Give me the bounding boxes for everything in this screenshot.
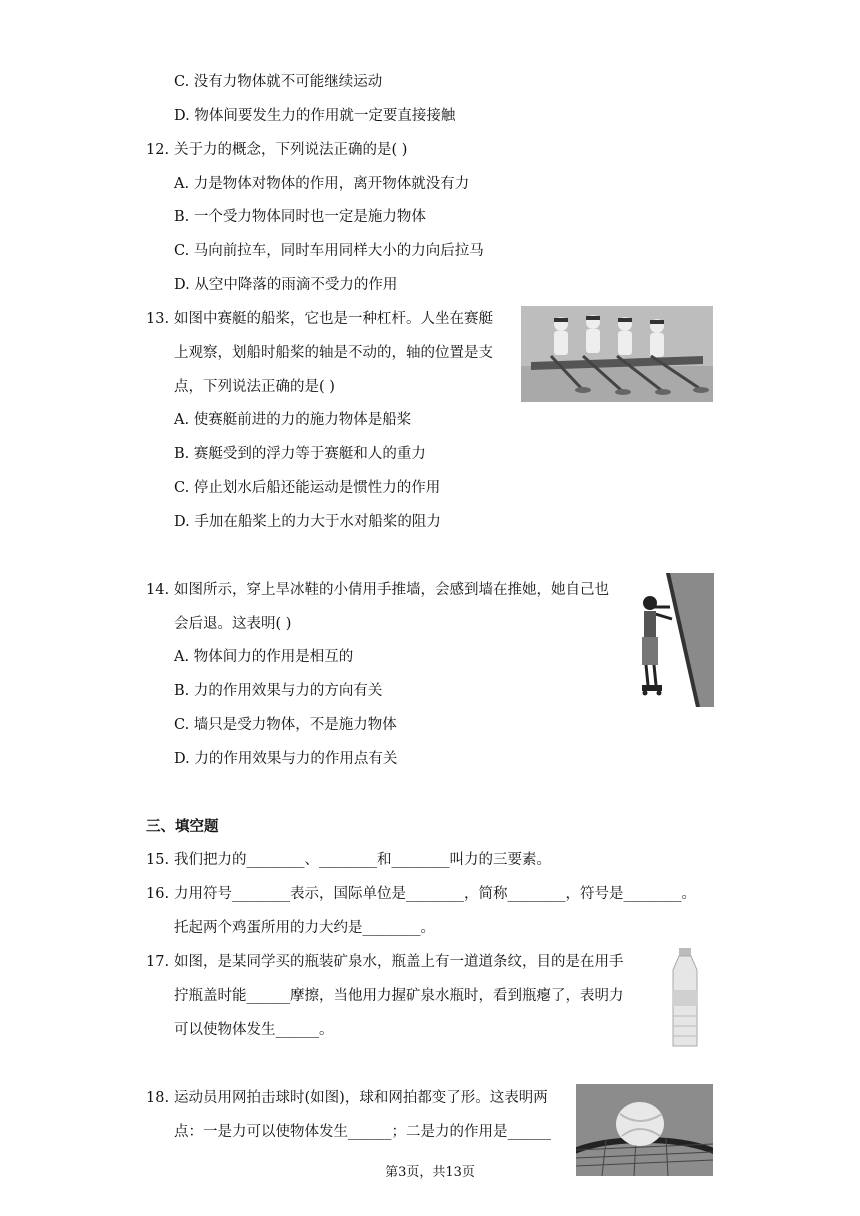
q12-number: 12. — [146, 142, 170, 158]
q18-stem-line1: 运动员用网拍击球时(如图)，球和网拍都变了形。这表明两 — [174, 1090, 548, 1106]
q13-stem-line2: 上观察，划船时船桨的轴是不动的，轴的位置是支 — [174, 345, 493, 361]
q11-option-d: D. 物体间要发生力的作用就一定要直接接触 — [174, 108, 456, 124]
q12-option-d: D. 从空中降落的雨滴不受力的作用 — [174, 277, 398, 293]
q12-stem: 关于力的概念，下列说法正确的是( ) — [174, 142, 408, 158]
q12-option-b: B. 一个受力物体同时也一定是施力物体 — [174, 209, 426, 225]
q12-option-c: C. 马向前拉车，同时车用同样大小的力向后拉马 — [174, 243, 484, 259]
q13-number: 13. — [146, 311, 170, 327]
q13-stem-line1: 如图中赛艇的船桨，它也是一种杠杆。人坐在赛艇 — [174, 311, 493, 327]
page-footer: 第3页，共13页 — [385, 1165, 475, 1180]
q14-number: 14. — [146, 582, 170, 598]
q17-stem-line1: 如图，是某同学买的瓶装矿泉水，瓶盖上有一道道条纹，目的是在用手 — [174, 954, 624, 970]
skater-pushing-wall-image — [636, 573, 714, 707]
q14-stem-line1: 如图所示，穿上旱冰鞋的小倩用手推墙，会感到墙在推她，她自己也 — [174, 582, 609, 598]
q14-stem-line2: 会后退。这表明( ) — [174, 616, 292, 632]
q14-option-c: C. 墙只是受力物体，不是施力物体 — [174, 717, 397, 733]
q13-option-d: D. 手加在船桨上的力大于水对船桨的阻力 — [174, 514, 441, 530]
q14-option-d: D. 力的作用效果与力的作用点有关 — [174, 751, 398, 767]
q13-option-b: B. 赛艇受到的浮力等于赛艇和人的重力 — [174, 446, 426, 462]
rowing-boat-image — [521, 306, 713, 402]
q14-option-b: B. 力的作用效果与力的方向有关 — [174, 683, 383, 699]
q16-number: 16. — [146, 886, 170, 902]
q15-number: 15. — [146, 852, 170, 868]
q18-number: 18. — [146, 1090, 170, 1106]
q16-stem-line1: 力用符号________表示，国际单位是________，简称________，符号是________。 — [174, 886, 696, 902]
water-bottle-image — [657, 946, 713, 1052]
q11-option-c: C. 没有力物体就不可能继续运动 — [174, 74, 383, 90]
q12-option-a: A. 力是物体对物体的作用，离开物体就没有力 — [174, 176, 470, 192]
q17-number: 17. — [146, 954, 170, 970]
q17-stem-line3: 可以使物体发生______。 — [174, 1022, 334, 1038]
section-heading: 三、填空题 — [146, 818, 219, 835]
q15-stem: 我们把力的________、________和________叫力的三要素。 — [174, 852, 551, 868]
q17-stem-line2: 拧瓶盖时能______摩擦，当他用力握矿泉水瓶时，看到瓶瘪了，表明力 — [174, 988, 624, 1004]
q13-stem-line3: 点，下列说法正确的是( ) — [174, 379, 335, 395]
q16-stem-line2: 托起两个鸡蛋所用的力大约是________。 — [174, 920, 435, 936]
q14-option-a: A. 物体间力的作用是相互的 — [174, 649, 354, 665]
q13-option-c: C. 停止划水后船还能运动是惯性力的作用 — [174, 480, 441, 496]
q13-option-a: A. 使赛艇前进的力的施力物体是船桨 — [174, 412, 412, 428]
q18-stem-line2: 点：一是力可以使物体发生______；二是力的作用是______ — [174, 1124, 551, 1140]
